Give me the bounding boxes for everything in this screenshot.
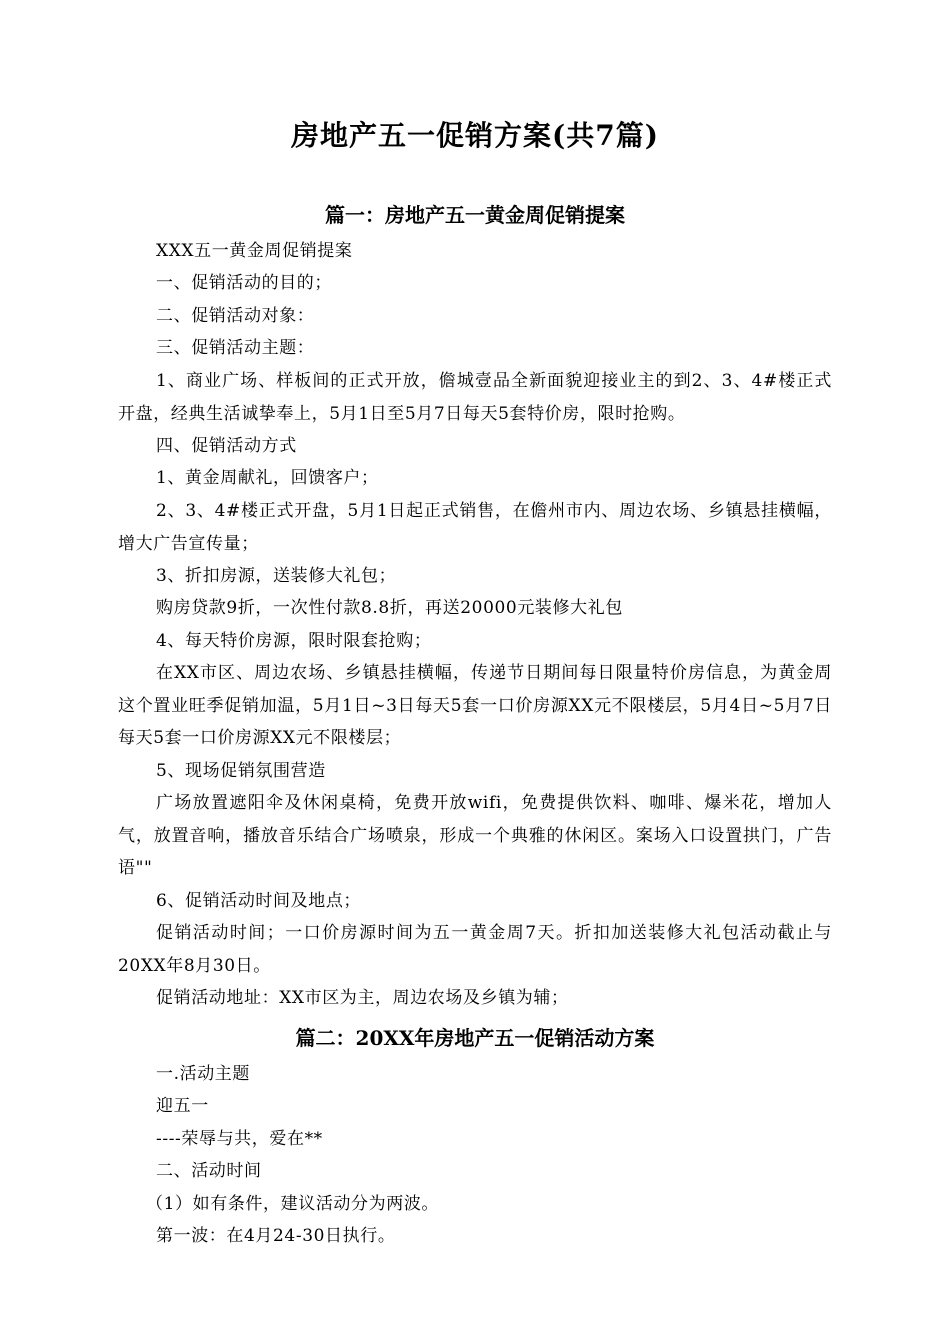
- paragraph: 5、现场促销氛围营造: [156, 761, 326, 781]
- paragraph: 3、折扣房源，送装修大礼包；: [156, 566, 397, 586]
- paragraph: 购房贷款9折，一次性付款8.8折，再送20000元装修大礼包: [156, 598, 623, 618]
- paragraph: 第一波：在4月24-30日执行。: [156, 1226, 396, 1246]
- paragraph: 一.活动主题: [156, 1064, 251, 1084]
- paragraph: 促销活动地址：XX市区为主，周边农场及乡镇为辅；: [156, 988, 569, 1008]
- paragraph: 一、促销活动的目的；: [156, 273, 332, 293]
- paragraph: 三、促销活动主题：: [156, 338, 315, 358]
- paragraph: 1、商业广场、样板间的正式开放，儋城壹品全新面貌迎接业主的到2、3、4#楼正式开盘，经典生活诚挚奉上，5月1日至5月7日每天5套特价房，限时抢购。: [118, 371, 832, 424]
- paragraph: 二、促销活动对象：: [156, 306, 315, 326]
- paragraph: 1、黄金周献礼，回馈客户；: [156, 468, 379, 488]
- paragraph: 6、促销活动时间及地点；: [156, 891, 362, 911]
- paragraph: XXX五一黄金周促销提案: [156, 241, 353, 261]
- section-2-heading: 篇二：20XX年房地产五一促销活动方案: [295, 1026, 655, 1050]
- paragraph: ----荣辱与共，爱在**: [156, 1129, 323, 1149]
- paragraph: 二、活动时间: [156, 1161, 262, 1181]
- paragraph: 2、3、4#楼正式开盘，5月1日起正式销售，在儋州市内、周边农场、乡镇悬挂横幅，增大广告宣传量；: [118, 501, 832, 554]
- paragraph: 促销活动时间；一口价房源时间为五一黄金周7天。折扣加送装修大礼包活动截止与20XX年8月30日。: [118, 923, 832, 976]
- paragraph: （1）如有条件，建议活动分为两波。: [146, 1194, 440, 1214]
- paragraph: 4、每天特价房源，限时限套抢购；: [156, 631, 432, 651]
- paragraph: 四、促销活动方式: [156, 436, 297, 456]
- document-title: 房地产五一促销方案(共7篇): [291, 119, 659, 152]
- paragraph: 在XX市区、周边农场、乡镇悬挂横幅，传递节日期间每日限量特价房信息，为黄金周这个置业旺季促销加温，5月1日~3日每天5套一口价房源XX元不限楼层，5月4日~5月7日每天5套一口价房源XX元不限楼层；: [118, 663, 832, 748]
- paragraph: 迎五一: [156, 1096, 209, 1116]
- section-1-heading: 篇一：房地产五一黄金周促销提案: [325, 203, 625, 227]
- paragraph: 广场放置遮阳伞及休闲桌椅，免费开放wifi，免费提供饮料、咖啡、爆米花，增加人气，放置音响，播放音乐结合广场喷泉，形成一个典雅的休闲区。案场入口设置拱门，广告语"": [118, 793, 832, 878]
